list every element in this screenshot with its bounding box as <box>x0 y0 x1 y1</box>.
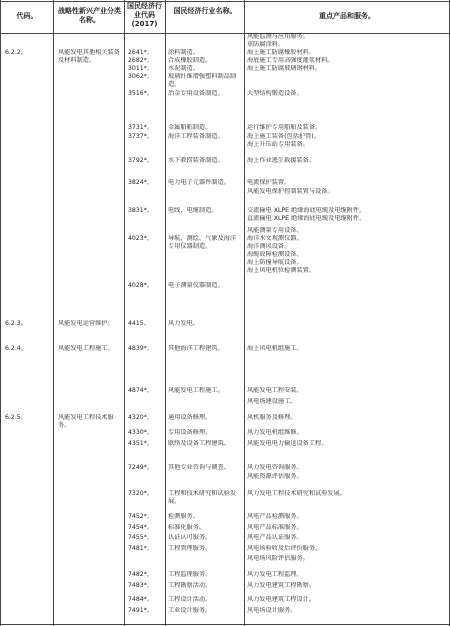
cell-c3: 4023*。 <box>128 235 154 242</box>
cell-c4: 工程监理服务。 <box>168 571 212 578</box>
cell-c4: 工程勘察活动。 <box>168 582 212 589</box>
cell-c1: 6.2.4。 <box>5 345 27 352</box>
cell-c3: 4415。 <box>128 320 150 327</box>
cell-c5: 海上升压站专用装备。 <box>247 141 309 148</box>
cell-c5: 直流输电 XLPE 绝缘海底电缆及电缆附件。 <box>247 215 366 222</box>
cell-c3: 3737*。 <box>128 133 154 140</box>
cell-c5: 风电产品检测服务。 <box>247 513 303 520</box>
cell-c5: 海底施工专用高强度灌浆材料。 <box>247 57 334 64</box>
cell-c3: 7455*。 <box>128 534 154 541</box>
cell-c3: 7482*。 <box>128 571 154 578</box>
cell-c3: 7481*。 <box>128 545 154 552</box>
column-divider <box>0 0 1 626</box>
cell-c3: 7484*。 <box>128 596 154 603</box>
cell-c1: 6.2.2。 <box>5 49 27 56</box>
cell-c3: 7491*。 <box>128 607 154 614</box>
cell-c3: 3792*。 <box>128 157 154 164</box>
cell-c5: 风能监测与应用服务。 <box>247 33 309 40</box>
column-divider <box>165 0 166 626</box>
header-industry-code: 国民经济行业代码(2017) <box>127 2 162 28</box>
cell-c3: 3011*。 <box>128 65 154 72</box>
cell-c3: 4874*。 <box>128 387 154 394</box>
cell-c3: 3516*。 <box>128 90 154 97</box>
header-code: 代码。 <box>16 12 38 20</box>
cell-c4: 导航、测绘、气象及海洋专用仪器制造。 <box>168 235 237 250</box>
cell-c5: 风能发电保护控制装置与设备。 <box>247 188 334 195</box>
cell-c5: 风能发电电力输送设备工程。 <box>247 440 328 447</box>
cell-c3: 4330*。 <box>128 429 154 436</box>
cell-c3: 7483*。 <box>128 582 154 589</box>
cell-c4: 电子测量仪器制造。 <box>168 282 224 289</box>
cell-c3: 2641*。 <box>128 49 154 56</box>
cell-c4: 标准化服务。 <box>168 524 206 531</box>
cell-c4: 电线、电缆制造。 <box>168 207 218 214</box>
cell-c5: 海洋水文观测仪器。 <box>247 235 303 242</box>
cell-c5: 风力发电机组维修。 <box>247 429 303 436</box>
cell-c4: 检测服务。 <box>168 513 199 520</box>
cell-c5: 海上风电机组施工。 <box>247 345 303 352</box>
table-top-border <box>0 1 450 2</box>
cell-c4: 电力电子元器件制造。 <box>168 179 230 186</box>
cell-c5: 海上施工装备(包括护管)。 <box>247 133 320 140</box>
cell-c5: 交流输电 XLPE 绝缘海底电缆及电缆附件。 <box>247 207 366 214</box>
cell-c5: 海上施工防腐橡胶材料。 <box>247 49 316 56</box>
cell-c4: 合成橡胶制造。 <box>168 57 212 64</box>
cell-c3: 4028*。 <box>128 282 154 289</box>
cell-c3: 7454*。 <box>128 524 154 531</box>
cell-c4: 风力发电。 <box>168 320 199 327</box>
cell-c5: 风电场风险评估服务。 <box>247 555 309 562</box>
cell-c5: 海上施工防腐玻璃钢材料。 <box>247 65 322 72</box>
cell-c5: 电流保护装置。 <box>247 179 291 186</box>
cell-c5: 风能测量专用设备。 <box>247 227 303 234</box>
cell-c3: 3831*。 <box>128 207 154 214</box>
column-divider <box>124 0 125 626</box>
cell-c5: 风力发电咨询服务。 <box>247 464 303 471</box>
cell-c4: 通用设备修理。 <box>168 414 212 421</box>
cell-c4: 水下救捞装备制造。 <box>168 157 224 164</box>
cell-c4: 其他专业咨询与调查。 <box>168 464 230 471</box>
cell-c4: 金属船舶制造。 <box>168 124 212 131</box>
cell-c5: 风能资源评估服务。 <box>247 473 303 480</box>
cell-c5: 大型结构锻造设备。 <box>247 90 303 97</box>
cell-c4: 其他海洋工程建筑。 <box>168 345 224 352</box>
cell-c5: 运行维护专用船舶及装备。 <box>247 124 322 131</box>
cell-c3: 3824*。 <box>128 179 154 186</box>
cell-c2: 风能发电工程技术服务。 <box>58 414 114 429</box>
cell-c3: 2682*。 <box>128 57 154 64</box>
cell-c3: 7452*。 <box>128 513 154 520</box>
cell-c4: 海洋工程装备制造。 <box>168 133 224 140</box>
cell-c5: 风力发电工程技术研究和试验发展。 <box>247 490 346 497</box>
header-products: 重点产品和服务。 <box>319 12 375 20</box>
cell-c3: 4320*。 <box>128 414 154 421</box>
cell-c3: 3731*。 <box>128 124 154 131</box>
cell-c5: 风力发电建筑工程设计。 <box>247 596 316 603</box>
cell-c4: 联络及设备工程建筑。 <box>168 440 230 447</box>
cell-c5: 风电场建设施工。 <box>247 398 297 405</box>
cell-c3: 4351*。 <box>128 440 154 447</box>
cell-c1: 6.2.3。 <box>5 320 27 327</box>
cell-c3: 7249*。 <box>128 464 154 471</box>
cell-c5: 风电产品标准服务。 <box>247 524 303 531</box>
cell-c4: 水泥制造。 <box>168 65 199 72</box>
cell-c4: 冶金专用设备制造。 <box>168 90 224 97</box>
cell-c5: 风力发电工程监理。 <box>247 571 303 578</box>
cell-c5: 海洋测风设备。 <box>247 243 291 250</box>
column-divider <box>53 0 54 626</box>
cell-c3: 3062*。 <box>128 73 154 80</box>
cell-c4: 工业设计服务。 <box>168 607 212 614</box>
cell-c5: 风电场设计服务。 <box>247 607 297 614</box>
cell-c4: 专用设备修理。 <box>168 429 212 436</box>
cell-c4: 玻璃纤维增强塑料制品制造。 <box>168 73 237 88</box>
cell-c5: 海上风电机位检测装置。 <box>247 267 316 274</box>
cell-c5: 风机服务及修理。 <box>247 414 297 421</box>
cell-c5: 风力发电建筑工程勘察。 <box>247 582 316 589</box>
cell-c4: 工程管理服务。 <box>168 545 212 552</box>
header-category: 战略性新兴产业分类名称。 <box>58 7 121 24</box>
cell-c5: 海上防撞导航设备。 <box>247 259 303 266</box>
cell-c5: 风能发电工程安装。 <box>247 387 303 394</box>
cell-c4: 认证认可服务。 <box>168 534 212 541</box>
cell-c4: 工程和技术研究和试验发展。 <box>168 490 237 505</box>
header-industry-name: 国民经济行业名称。 <box>173 7 237 15</box>
cell-c3: 7320*。 <box>128 490 154 497</box>
cell-c5: 风电场验收及后评价服务。 <box>247 545 322 552</box>
column-divider <box>244 0 245 626</box>
cell-c2: 风能发电运营维护。 <box>58 320 114 327</box>
cell-c3: 4839*。 <box>128 345 154 352</box>
cell-c5: 海缆故障检测设备。 <box>247 251 303 258</box>
cell-c4: 涂料制造。 <box>168 49 199 56</box>
cell-c4: 风能发电工程施工。 <box>168 387 224 394</box>
table-bottom-border <box>0 624 450 625</box>
cell-c4: 工程设计活动。 <box>168 596 212 603</box>
cell-c1: 6.2.5。 <box>5 414 27 421</box>
cell-c5: 海上作业逃生救援装备。 <box>247 157 316 164</box>
cell-c2: 风能发电其他相关装备及材料制造。 <box>58 49 120 64</box>
cell-c2: 风能发电工程施工。 <box>58 345 114 352</box>
cell-c5: 风电产品认证服务。 <box>247 534 303 541</box>
cell-c5: 重防腐涂料。 <box>247 41 285 48</box>
